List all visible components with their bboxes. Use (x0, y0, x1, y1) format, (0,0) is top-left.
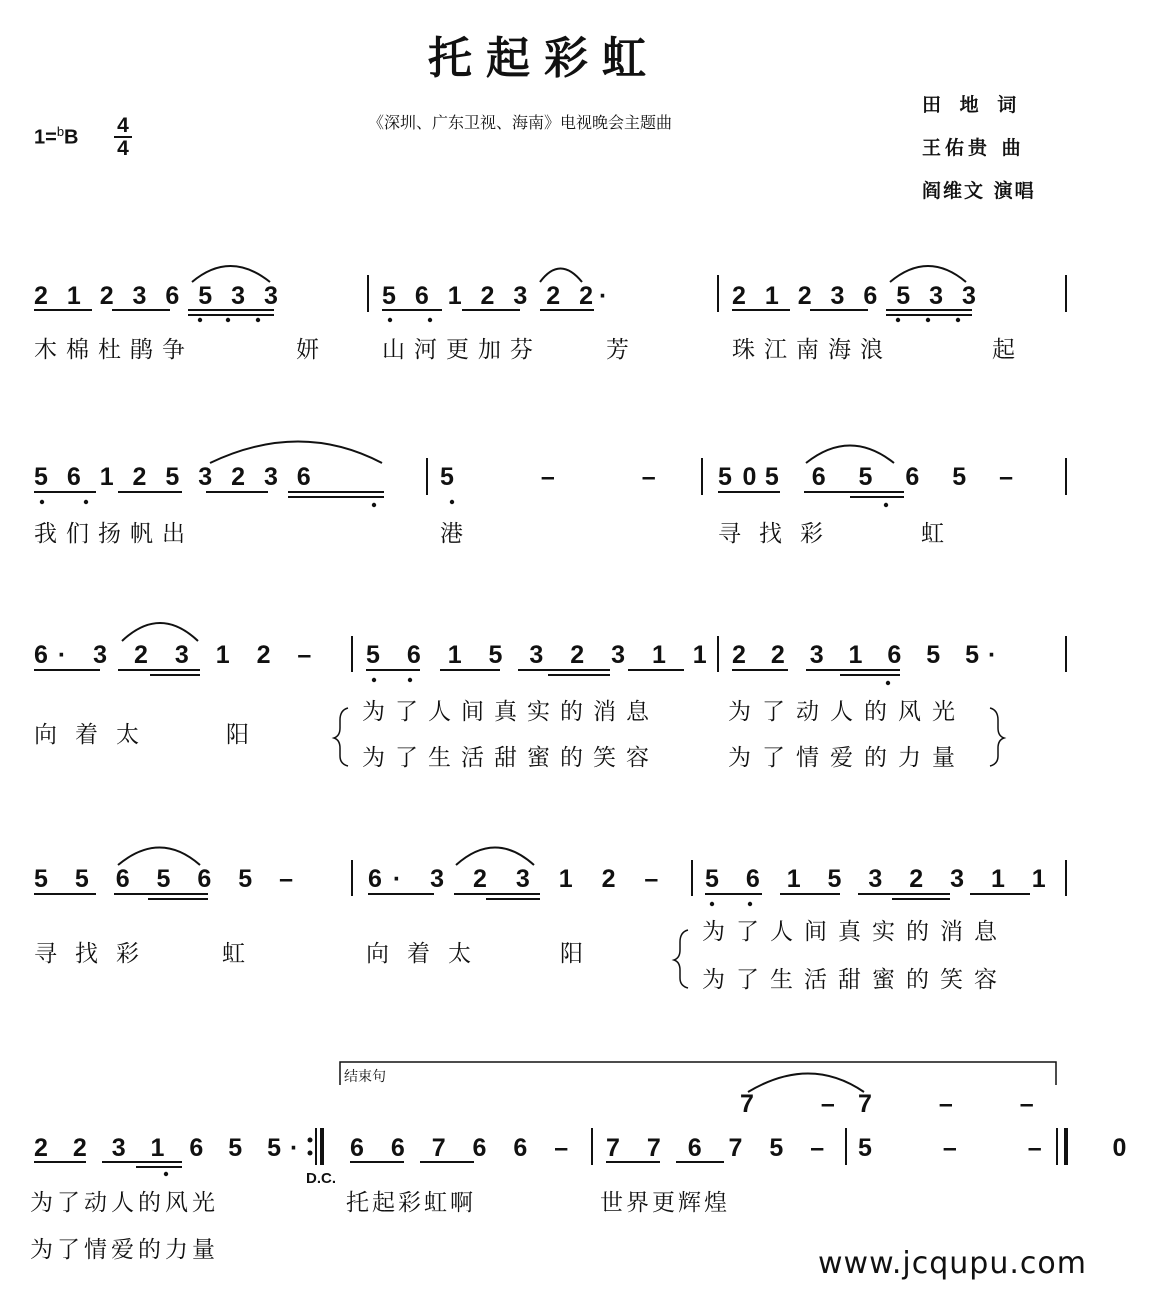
lyric-row3-a: 向着太 (34, 722, 157, 748)
measure-row2-a: 5 6 1 2 5 3 2 3 6 (34, 463, 317, 491)
measure-row1-c: 2 1 2 3 6 5 3 3 (732, 282, 982, 310)
lyric-row4-b: 虹 (222, 941, 254, 967)
lyric-row1-c: 山河更加芬 (382, 337, 542, 363)
upper-voice-b: 7 – – (858, 1090, 1064, 1118)
lyric-row4-f: 为了生活甜蜜的笑容 (702, 967, 1008, 993)
lyric-row1-e: 珠江南海浪 (732, 337, 892, 363)
measure-row1-b: 5 6 1 2 3 2 2· (382, 282, 614, 310)
lyric-row4-e: 为了人间真实的消息 (702, 919, 1008, 945)
measure-row3-b: 5 6 1 5 3 2 3 1 1 (366, 641, 717, 669)
lyric-row3-f: 为了情爱的力量 (728, 745, 966, 771)
measure-row5-a: 2 2 3 1 6 5 5· (34, 1134, 308, 1162)
measure-row4-c: 5 6 1 5 3 2 3 1 1 (705, 865, 1056, 893)
lyric-row2-b: 港 (440, 521, 472, 547)
lyric-row1-f: 起 (992, 337, 1024, 363)
lyric-row5-c: 托起彩虹啊 (346, 1190, 476, 1216)
lyric-row5-b: 为了情爱的力量 (30, 1237, 219, 1263)
measure-row4-b: 6· 3 2 3 1 2 – (368, 865, 670, 893)
watermark-url: www.jcqupu.com (818, 1246, 1087, 1281)
measure-row2-c: 5 5 6 5 6 5 – (718, 463, 1027, 491)
lyric-row2-c: 寻找彩 (718, 521, 841, 547)
lyric-row3-b: 阳 (226, 722, 258, 748)
measure-row3-c: 2 2 3 1 6 5 5· (732, 641, 1006, 669)
singer-credit: 阎维文 演唱 (922, 180, 1036, 202)
ending-label: 结束句 (344, 1069, 386, 1085)
lyric-row3-c: 为了人间真实的消息 (362, 699, 659, 725)
lyric-row2-d: 虹 (921, 521, 953, 547)
lyric-row4-c: 向着太 (366, 941, 489, 967)
lyric-row1-d: 芳 (606, 337, 638, 363)
subtitle: 《深圳、广东卫视、海南》电视晚会主题曲 (368, 113, 673, 132)
key-signature: 1=$^b$B (34, 124, 79, 149)
lyric-row4-d: 阳 (560, 941, 592, 967)
lyric-row5-d: 世界更辉煌 (600, 1190, 730, 1216)
da-capo-mark: D.C. (306, 1170, 336, 1187)
lyric-row1-b: 妍 (296, 337, 328, 363)
lyric-row5-a: 为了动人的风光 (30, 1190, 219, 1216)
time-signature: 4 4 (114, 116, 132, 158)
lyricist-credit: 田 地 词 (922, 94, 1023, 116)
upper-voice-a: 7 – (740, 1090, 865, 1118)
measure-row5-b: 6 6 7 6 6 – (350, 1134, 579, 1162)
lyric-row3-d: 为了动人的风光 (728, 699, 966, 725)
measure-row2-b: 5 – – 0 (440, 463, 797, 491)
measure-row1-a: 2 1 2 3 6 5 3 3 (34, 282, 284, 310)
lyric-row3-e: 为了生活甜蜜的笑容 (362, 745, 659, 771)
measure-row4-a: 5 5 6 5 6 5 – (34, 865, 304, 893)
measure-row5-c: 7 7 6 7 5 – (606, 1134, 835, 1162)
song-title: 托起彩虹 (428, 33, 660, 84)
lyric-row1-a: 木棉杜鹃争 (34, 337, 194, 363)
composer-credit: 王佑贵 曲 (922, 137, 1025, 159)
measure-row5-d: 5 – – 0 (858, 1134, 1158, 1162)
lyric-row4-a: 寻找彩 (34, 941, 157, 967)
lyric-row2-a: 我们扬帆出 (34, 521, 194, 547)
measure-row3-a: 6· 3 2 3 1 2 – (34, 641, 322, 669)
